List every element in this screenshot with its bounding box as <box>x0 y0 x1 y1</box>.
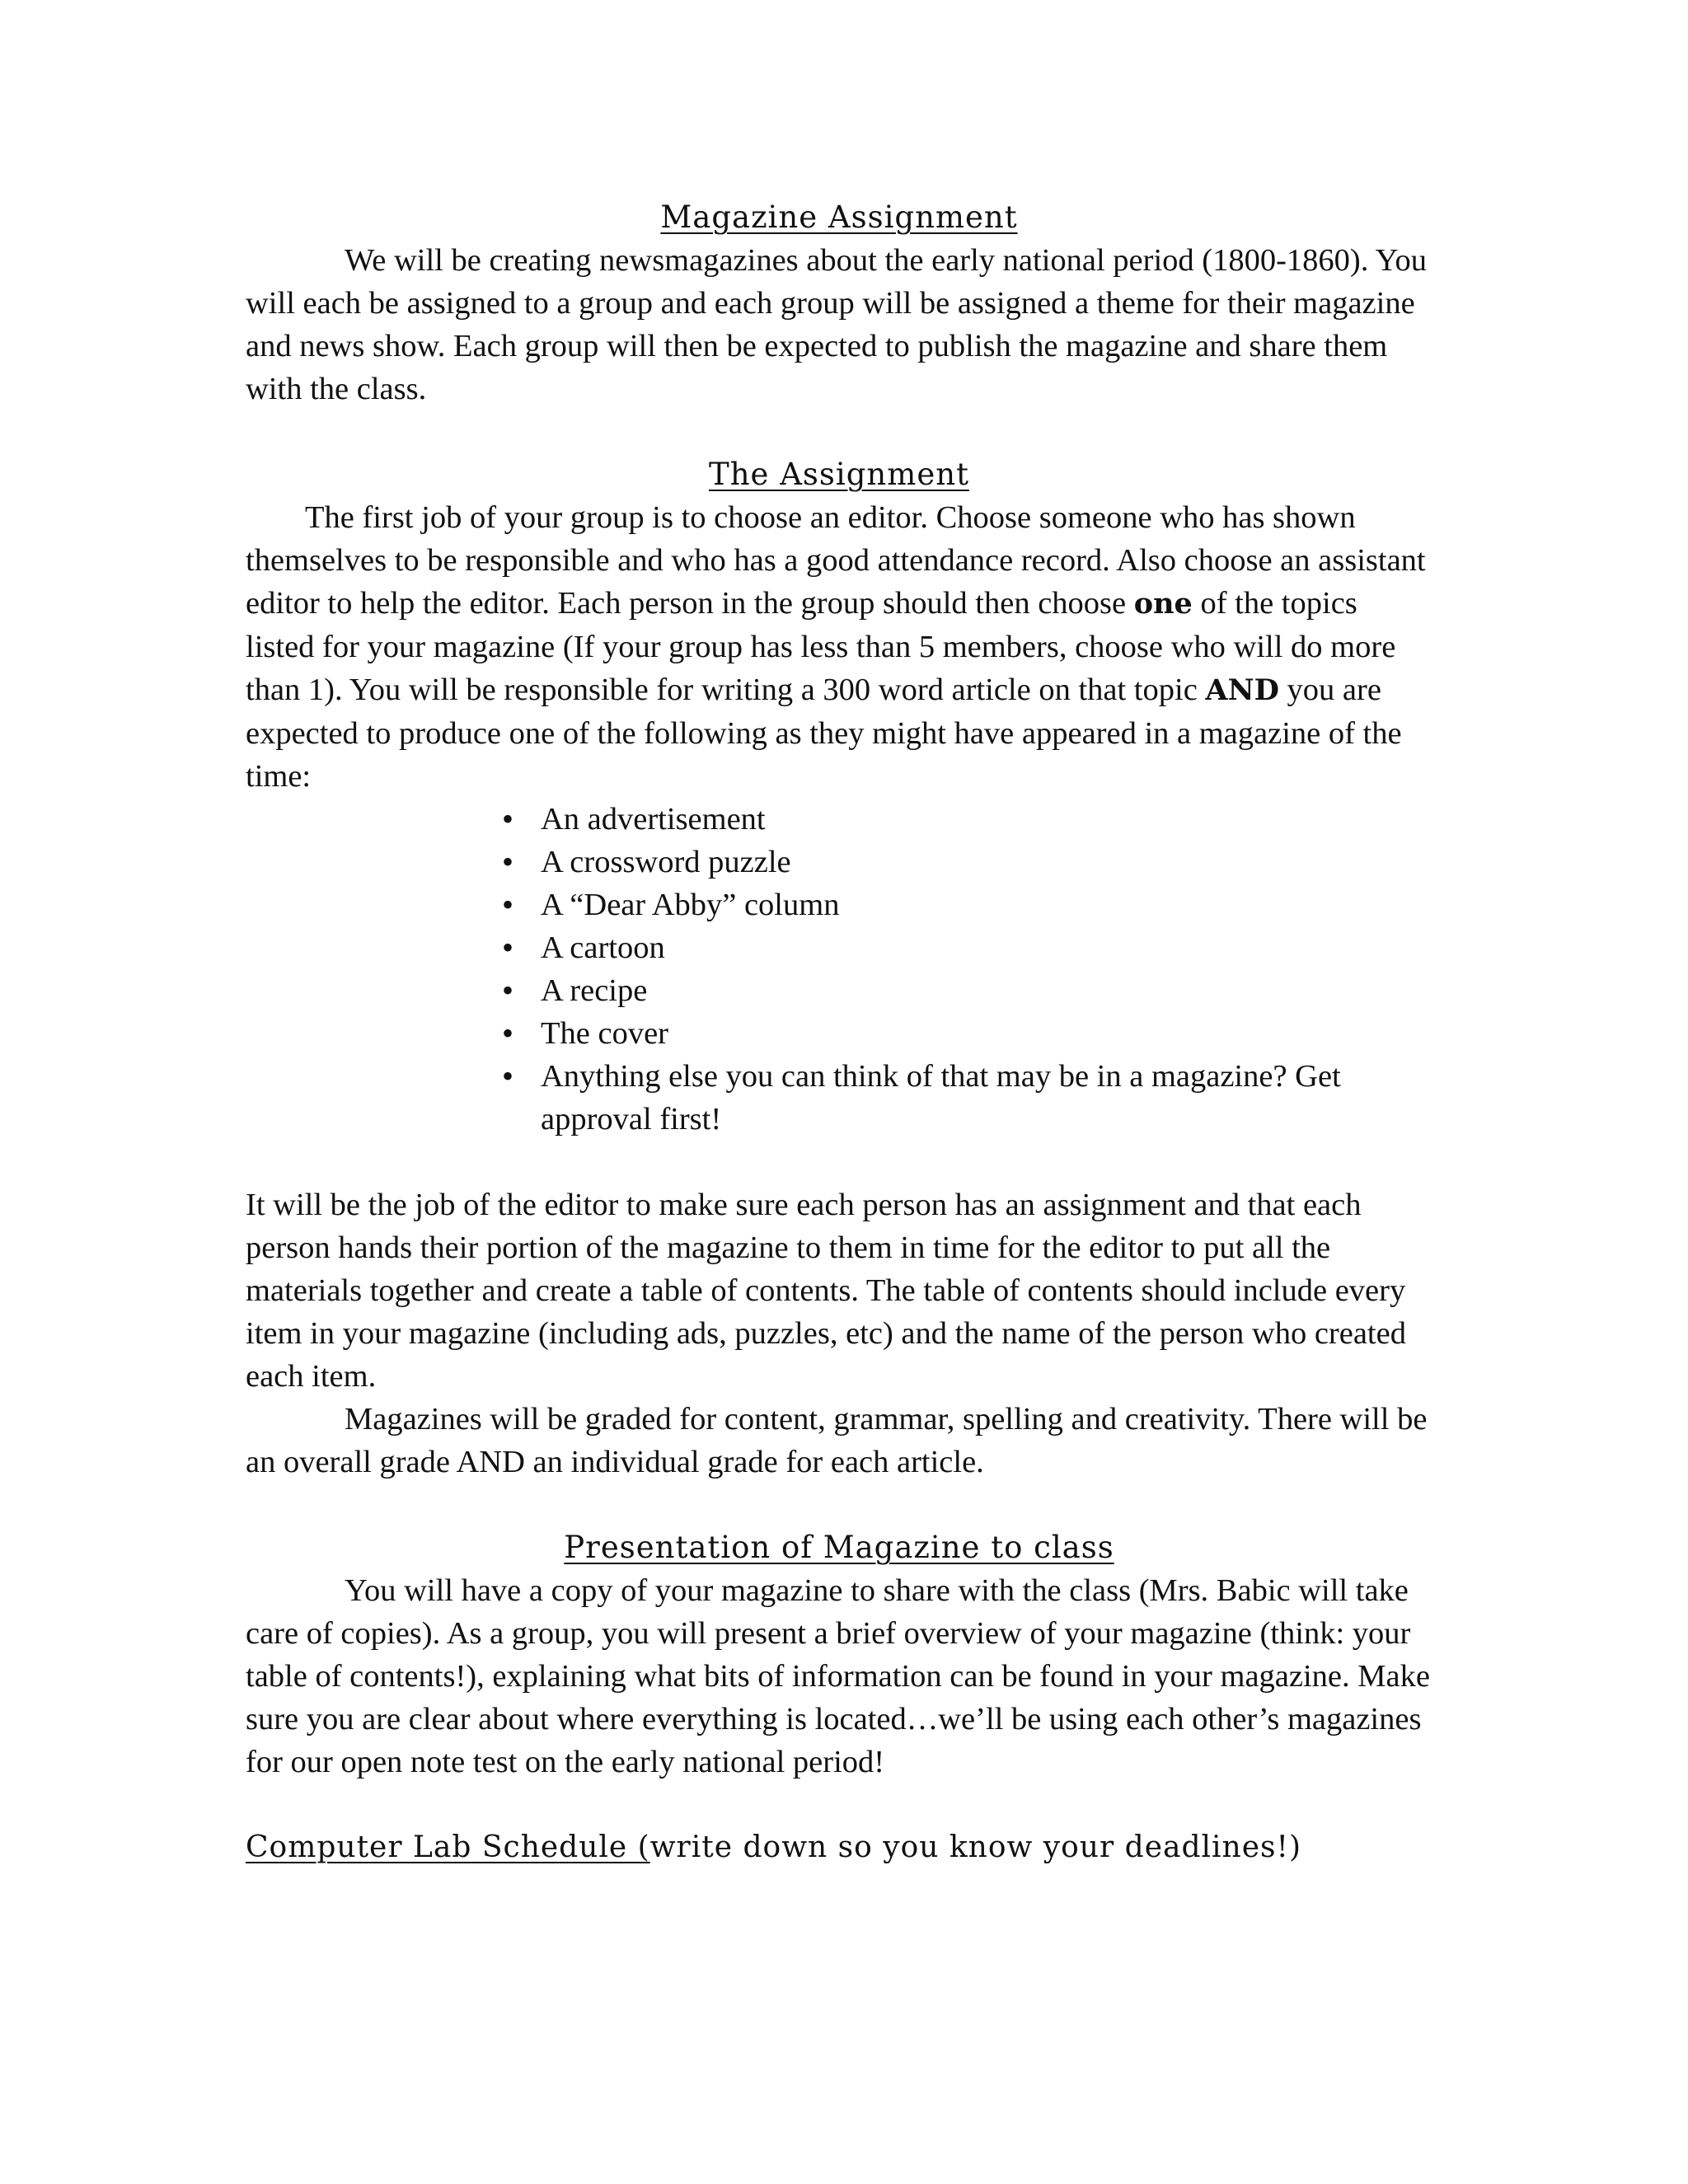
page-title: Magazine Assignment <box>660 199 1018 235</box>
lab-schedule-title: Computer Lab Schedule ( <box>246 1830 650 1864</box>
lab-schedule-heading <box>246 1826 1432 1869</box>
bullet-icon: • <box>501 972 513 1009</box>
list-item <box>501 1055 1414 1141</box>
spacer <box>246 1141 1432 1183</box>
list-item-text: A “Dear Abby” column <box>541 888 840 922</box>
list-item-text: An advertisement <box>541 802 766 837</box>
list-item-text: A cartoon <box>541 930 665 965</box>
list-item <box>501 883 1414 926</box>
grading-paragraph: Magazines will be graded for content, grammar, spelling and creativity. There will be an overall grade AND an individual grade for each article. <box>246 1402 1428 1479</box>
bullet-icon: • <box>501 886 513 923</box>
assignment-text-c: you are expected to produce one of the following as they might have appeared in a magazine of the time: <box>246 673 1402 794</box>
bullet-icon: • <box>501 1015 513 1052</box>
assignment-text-a: The first job of your group is to choose an editor. Choose someone who has shown themselves to be responsible and who has a good attendance record. Also choose an assistant editor to help the editor. Each person in the group should then choose <box>246 500 1426 621</box>
presentation-paragraph: You will have a copy of your magazine to share with the class (Mrs. Babic will take care of copies). As a group, you will present a brief overview of your magazine (think: your table of contents!), explaining what bits of information can be found in your magazine. Make sure you are clear about where everything is located…we’ll be using each other’s magazines for our open note test on the early national period! <box>246 1573 1430 1779</box>
intro-paragraph: We will be creating newsmagazines about the early national period (1800-1860). You will each be assigned to a group and each group will be assigned a theme for their magazine and news show. Each group will then be expected to publish the magazine and share them with the class. <box>246 243 1428 406</box>
list-item <box>501 841 1414 883</box>
list-item <box>501 926 1414 969</box>
list-item-text: The cover <box>541 1016 668 1051</box>
lab-schedule-note: write down so you know your deadlines!) <box>649 1830 1302 1864</box>
list-item <box>501 969 1414 1012</box>
emphasis-and: AND <box>1205 673 1279 707</box>
product-options-list <box>246 798 1414 1141</box>
list-item-text: A crossword puzzle <box>541 845 791 879</box>
editor-paragraph: It will be the job of the editor to make sure each person has an assignment and that each person hands their portion of the magazine to them in time for the editor to put all the materials together and create a table of contents. The table of contents should include every item in your magazine (including ads, puzzles, etc) and the name of the person who created each item. <box>246 1188 1406 1394</box>
spacer <box>246 410 1432 453</box>
list-item <box>501 798 1414 841</box>
list-item <box>501 1012 1414 1055</box>
bullet-icon: • <box>501 800 513 837</box>
emphasis-one: one <box>1133 587 1193 621</box>
bullet-icon: • <box>501 1057 513 1094</box>
list-item-text: Anything else you can think of that may be in a magazine? Get approval first! <box>541 1059 1341 1137</box>
spacer <box>246 1483 1432 1526</box>
bullet-icon: • <box>501 843 513 880</box>
document-content <box>246 196 1432 1869</box>
presentation-heading: Presentation of Magazine to class <box>564 1530 1114 1565</box>
spacer <box>246 1783 1432 1826</box>
bullet-icon: • <box>501 929 513 966</box>
assignment-text-b: of the topics listed for your magazine (If your group has less than 5 members, choose who will do more than 1). You will be responsible for writing a 300 word article on that topic <box>246 586 1396 707</box>
assignment-paragraph <box>246 496 1432 798</box>
list-item-text: A recipe <box>541 973 648 1008</box>
assignment-heading: The Assignment <box>709 457 969 492</box>
